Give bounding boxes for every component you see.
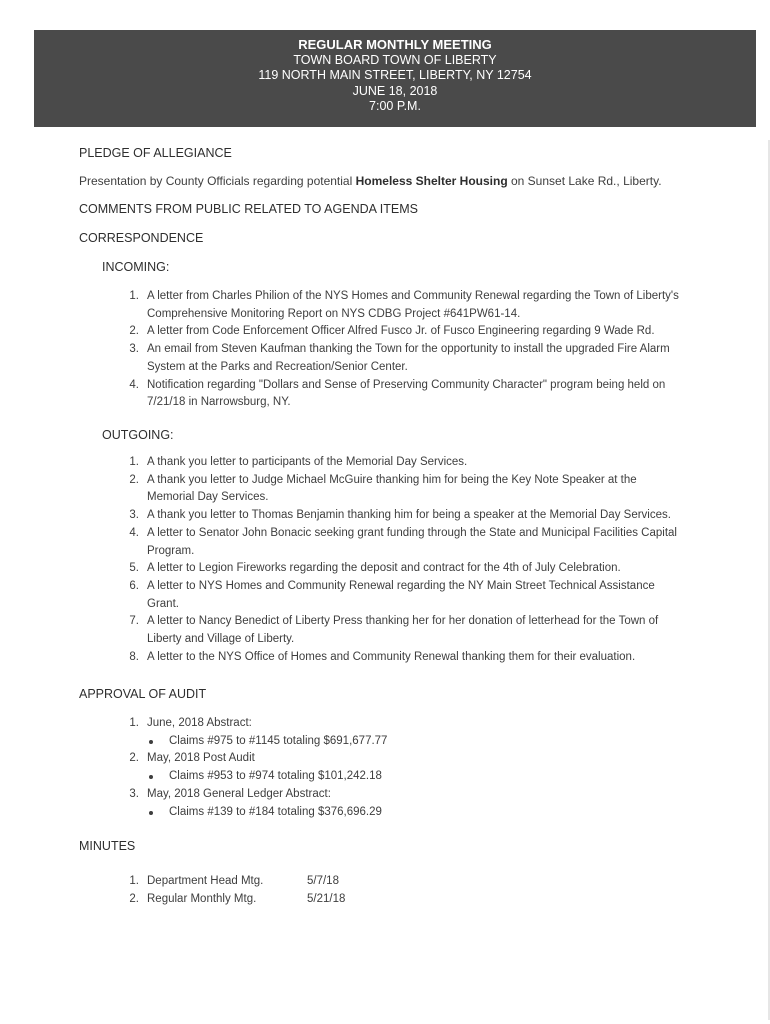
item-number: 2. — [129, 473, 139, 486]
list-item — [125, 649, 680, 667]
item-text: May, 2018 Post Audit — [147, 752, 255, 765]
presentation-text-start: Presentation by County Officials regarding potential — [79, 174, 356, 188]
list-item — [125, 454, 680, 472]
list-item — [125, 341, 680, 376]
item-text: A thank you letter to participants of the Memorial Day Services. — [147, 456, 468, 468]
item-text: A letter from Charles Philion of the NYS Homes and Community Renewal regarding the Town of Liberty's Comprehensive Monitoring Report on NYS CDBG Project #641PW61-14. — [147, 290, 679, 320]
audit-heading: APPROVAL OF AUDIT — [79, 687, 207, 701]
presentation-text-end: on Sunset Lake Rd., Liberty. — [507, 174, 662, 188]
list-item — [125, 288, 680, 323]
item-text: Notification regarding "Dollars and Sense of Preserving Community Character" program being held on 7/21/18 in Narrowsburg, NY. — [147, 378, 666, 409]
item-text: A letter to NYS Homes and Community Renewal regarding the NY Main Street Technical Assistance Grant. — [147, 579, 655, 610]
item-number: 2. — [129, 325, 139, 338]
list-item — [125, 507, 680, 525]
list-item — [125, 560, 680, 578]
item-number: 4. — [129, 526, 139, 539]
board-name: TOWN BOARD TOWN OF LIBERTY — [293, 52, 497, 67]
incoming-heading: INCOMING: — [102, 260, 170, 274]
outgoing-list — [125, 454, 680, 666]
meeting-title: REGULAR MONTHLY MEETING — [298, 37, 492, 52]
item-number: 5. — [129, 562, 139, 575]
meeting-date: JUNE 18, 2018 — [352, 83, 438, 98]
presentation-line — [79, 174, 662, 188]
list-item — [125, 891, 680, 909]
item-number: 4. — [129, 378, 139, 391]
meeting-time: 7:00 P.M. — [369, 99, 421, 114]
item-text: A letter to Senator John Bonacic seeking grant funding through the State and Municipal Facilities Capital Program. — [147, 526, 677, 557]
item-number: 3. — [129, 509, 139, 522]
item-number: 2. — [129, 892, 139, 905]
outgoing-heading: OUTGOING: — [102, 428, 174, 442]
item-number: 3. — [129, 787, 139, 800]
presentation-topic: Homeless Shelter Housing — [355, 174, 508, 188]
meeting-header — [34, 30, 756, 127]
item-number: 1. — [129, 875, 139, 887]
list-item — [125, 750, 680, 785]
item-number: 3. — [129, 343, 139, 356]
audit-list — [125, 715, 680, 821]
incoming-list — [125, 288, 680, 412]
list-item — [125, 715, 680, 750]
claims-detail: Claims #139 to #184 totaling $376,696.29 — [147, 804, 680, 822]
item-text: A thank you letter to Judge Michael McGuire thanking him for being the Key Note Speaker at the Memorial Day Services. — [147, 473, 637, 504]
minutes-list — [125, 873, 680, 908]
list-item — [125, 873, 680, 891]
item-number: 1. — [129, 456, 139, 468]
item-text: A letter to Legion Fireworks regarding the deposit and contract for the 4th of July Celebration. — [147, 562, 621, 575]
claims-detail: Claims #975 to #1145 totaling $691,677.77 — [147, 733, 680, 751]
item-number: 6. — [129, 579, 139, 592]
item-text: A thank you letter to Thomas Benjamin thanking him for being a speaker at the Memorial Day Services. — [147, 509, 671, 522]
minutes-meeting: Regular Monthly Mtg. — [147, 892, 257, 905]
minutes-date: 5/21/18 — [307, 892, 346, 905]
item-text: June, 2018 Abstract: — [147, 717, 252, 729]
item-text: May, 2018 General Ledger Abstract: — [147, 787, 331, 800]
list-item — [125, 786, 680, 821]
public-comments-heading: COMMENTS FROM PUBLIC RELATED TO AGENDA ITEMS — [79, 202, 418, 216]
item-text: A letter to Nancy Benedict of Liberty Press thanking her for her donation of letterhead for the Town of Liberty and Village of Liberty. — [147, 615, 659, 646]
list-item — [125, 613, 680, 648]
item-text: An email from Steven Kaufman thanking the Town for the opportunity to install the upgraded Fire Alarm System at the Parks and Recreation/Senior Center. — [147, 343, 670, 373]
item-number: 2. — [129, 752, 139, 765]
meeting-address: 119 NORTH MAIN STREET, LIBERTY, NY 12754 — [258, 68, 532, 83]
minutes-meeting: Department Head Mtg. — [147, 875, 264, 887]
correspondence-heading: CORRESPONDENCE — [79, 231, 204, 245]
minutes-date: 5/7/18 — [307, 875, 339, 887]
item-number: 8. — [129, 650, 139, 663]
item-text: A letter to the NYS Office of Homes and Community Renewal thanking them for their evaluation. — [147, 650, 636, 663]
pledge-heading: PLEDGE OF ALLEGIANCE — [79, 146, 232, 160]
item-text: A letter from Code Enforcement Officer Alfred Fusco Jr. of Fusco Engineering regarding 9 Wade Rd. — [147, 325, 655, 338]
item-number: 7. — [129, 615, 139, 628]
minutes-heading: MINUTES — [79, 839, 136, 853]
list-item — [125, 472, 680, 507]
item-number: 1. — [129, 717, 139, 729]
item-number: 1. — [129, 290, 139, 302]
list-item — [125, 377, 680, 412]
list-item — [125, 323, 680, 341]
claims-detail: Claims #953 to #974 totaling $101,242.18 — [147, 768, 680, 786]
list-item — [125, 525, 680, 560]
list-item — [125, 578, 680, 613]
